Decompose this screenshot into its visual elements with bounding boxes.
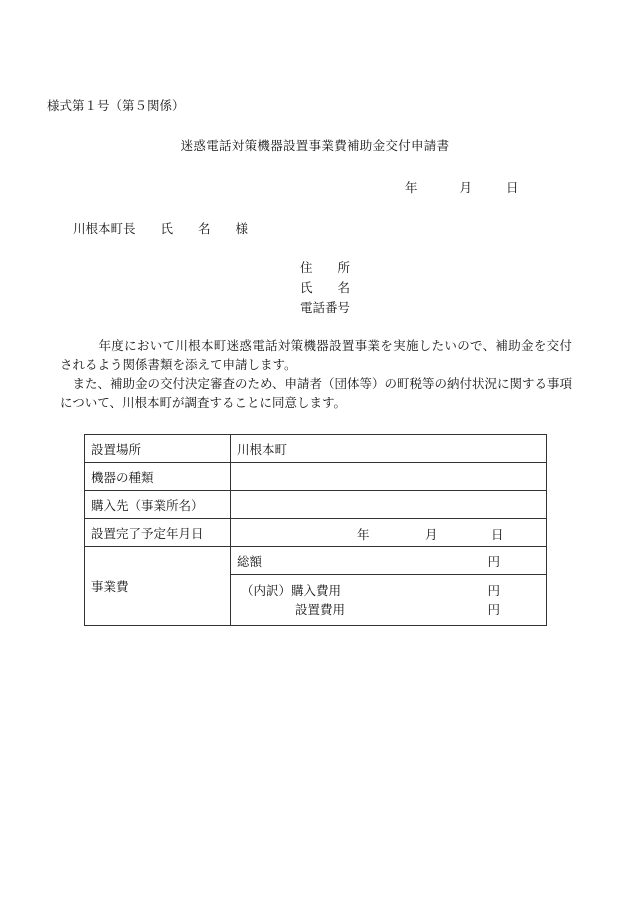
completion-day: 日 <box>491 527 504 542</box>
install-yen-unit: 円 <box>487 602 500 617</box>
breakdown-prefix: （内訳） <box>241 583 292 598</box>
table-row <box>85 547 547 575</box>
table-row <box>85 491 547 519</box>
application-details-table <box>84 434 547 626</box>
application-date <box>405 178 518 196</box>
table-row <box>85 435 547 463</box>
install-cost-label: 設置費用 <box>295 602 346 617</box>
location-label: 設置場所 <box>85 435 231 463</box>
completion-date-value <box>231 519 547 547</box>
completion-year: 年 <box>357 527 370 542</box>
application-statement <box>60 336 572 412</box>
statement-paragraph-1: 年度において川根本町迷惑電話対策機器設置事業を実施したいので、補助金を交付されるよう関係書類を添えて申請します。 <box>60 338 572 372</box>
statement-paragraph-2: また、補助金の交付決定審査のため、申請者（団体等）の町税等の納付状況に関する事項について、川根本町が調査することに同意します。 <box>60 376 573 410</box>
vendor-value <box>231 491 547 519</box>
location-value: 川根本町 <box>231 435 547 463</box>
purchase-cost-label: 購入費用 <box>291 583 342 598</box>
total-cost-cell <box>231 547 547 575</box>
addressee: 川根本町長 氏 名 様 <box>73 221 249 236</box>
total-yen-unit: 円 <box>487 553 500 569</box>
vendor-label: 購入先（事業所名） <box>85 491 231 519</box>
table-row <box>85 463 547 491</box>
purchase-yen-unit: 円 <box>487 583 500 598</box>
table-row <box>85 519 547 547</box>
applicant-name-label: 氏 名 <box>300 280 351 295</box>
cost-breakdown-cell <box>231 575 547 626</box>
applicant-phone-label: 電話番号 <box>300 300 351 315</box>
total-cost-label: 総額 <box>237 553 263 569</box>
applicant-address-label: 住 所 <box>300 260 351 275</box>
device-type-value <box>231 463 547 491</box>
date-year: 年 <box>405 180 418 195</box>
date-month: 月 <box>459 180 472 195</box>
device-type-label: 機器の種類 <box>85 463 231 491</box>
completion-date-label: 設置完了予定年月日 <box>85 519 231 547</box>
form-number: 様式第１号（第５関係） <box>47 98 185 113</box>
project-cost-label: 事業費 <box>85 547 231 626</box>
date-day: 日 <box>505 180 519 195</box>
completion-month: 月 <box>425 527 438 542</box>
document-title: 迷惑電話対策機器設置事業費補助金交付申請書 <box>180 138 450 153</box>
